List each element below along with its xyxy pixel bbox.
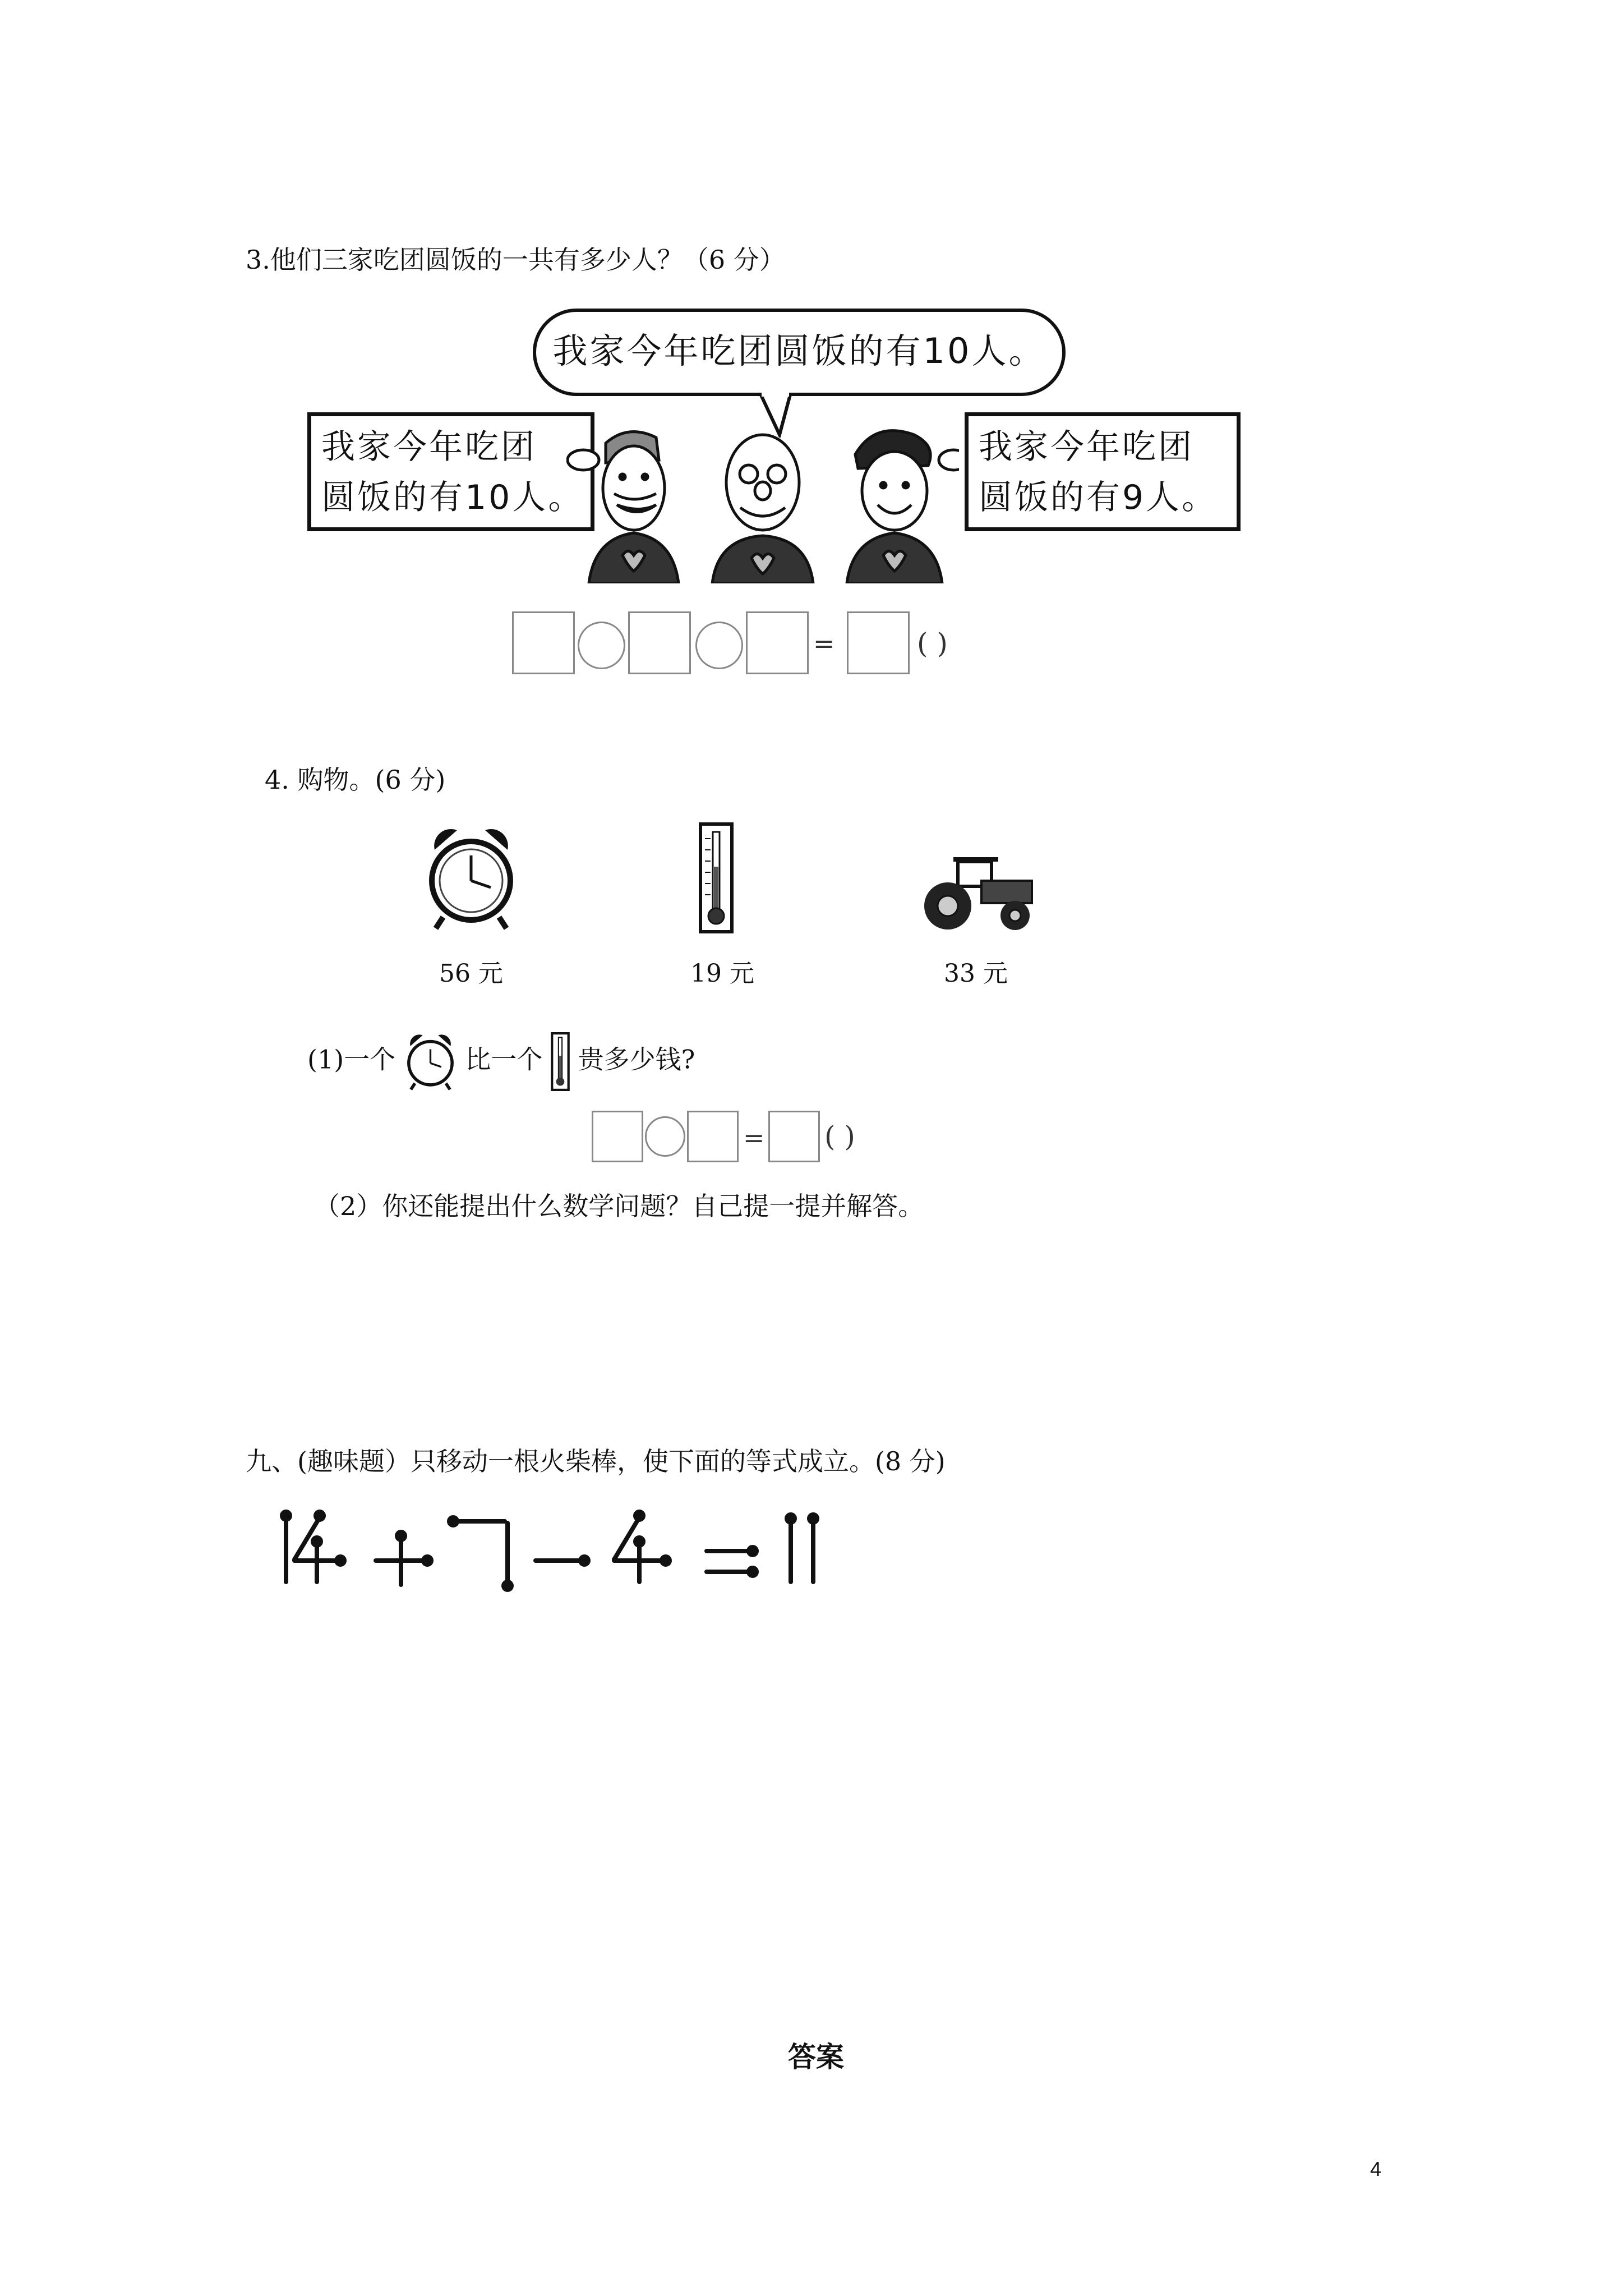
person-right bbox=[847, 431, 959, 583]
sub1-prefix: (1)一个 bbox=[307, 1044, 396, 1075]
speech-bubble-text: 我家今年吃团圆饭的有10人。 bbox=[552, 330, 1046, 371]
sub1-mid: 比一个 bbox=[465, 1044, 543, 1075]
answer-box-2[interactable] bbox=[628, 611, 691, 674]
sign-left-line1: 我家今年吃团 bbox=[321, 427, 537, 467]
answer-box-3[interactable] bbox=[746, 611, 809, 674]
answer-box-1[interactable] bbox=[512, 611, 575, 674]
sign-right bbox=[965, 412, 1241, 531]
sub1-suffix: 贵多少钱? bbox=[578, 1044, 695, 1075]
operator-circle-1[interactable] bbox=[578, 622, 625, 669]
person-left bbox=[568, 432, 679, 583]
answer-box-1[interactable] bbox=[592, 1111, 643, 1162]
unit-parentheses[interactable]: ( ) bbox=[824, 1120, 855, 1153]
question-4-title: 4. 购物。(6 分) bbox=[265, 765, 446, 795]
tractor-icon bbox=[914, 853, 1038, 931]
price-clock: 56 元 bbox=[439, 959, 503, 988]
sign-left-line2: 圆饭的有10人。 bbox=[321, 478, 584, 517]
matchstick-equation bbox=[278, 1509, 838, 1593]
thermometer-icon bbox=[698, 822, 734, 934]
speech-bubble bbox=[533, 309, 1066, 396]
person-middle bbox=[712, 435, 813, 583]
sub-question-1 bbox=[307, 1032, 695, 1091]
sub-question-2: （2）你还能提出什么数学问题？自己提一提并解答。 bbox=[314, 1191, 924, 1221]
question-3-title: 3.他们三家吃团圆饭的一共有多少人？（6 分） bbox=[246, 245, 785, 275]
sign-left bbox=[307, 412, 594, 531]
answer-box-result[interactable] bbox=[847, 611, 910, 674]
alarm-clock-icon bbox=[404, 1032, 457, 1091]
page-number: 4 bbox=[1370, 2157, 1382, 2180]
three-people-illustration bbox=[566, 421, 959, 583]
thermometer-icon bbox=[551, 1032, 570, 1091]
unit-parentheses[interactable]: ( ) bbox=[917, 627, 948, 660]
answer-box-2[interactable] bbox=[687, 1111, 739, 1162]
sign-right-line2: 圆饭的有9人。 bbox=[979, 478, 1218, 517]
operator-circle-2[interactable] bbox=[695, 622, 743, 669]
equals-sign: = bbox=[813, 628, 835, 659]
equals-sign: = bbox=[743, 1122, 765, 1153]
operator-circle[interactable] bbox=[645, 1116, 685, 1157]
sign-right-line1: 我家今年吃团 bbox=[979, 427, 1194, 467]
price-thermometer: 19 元 bbox=[690, 959, 754, 988]
alarm-clock-icon bbox=[423, 825, 519, 931]
question-9-title: 九、(趣味题）只移动一根火柴棒，使下面的等式成立。(8 分) bbox=[246, 1446, 946, 1476]
price-tractor: 33 元 bbox=[944, 959, 1008, 988]
answer-heading: 答案 bbox=[788, 2040, 844, 2073]
answer-box-result[interactable] bbox=[768, 1111, 820, 1162]
